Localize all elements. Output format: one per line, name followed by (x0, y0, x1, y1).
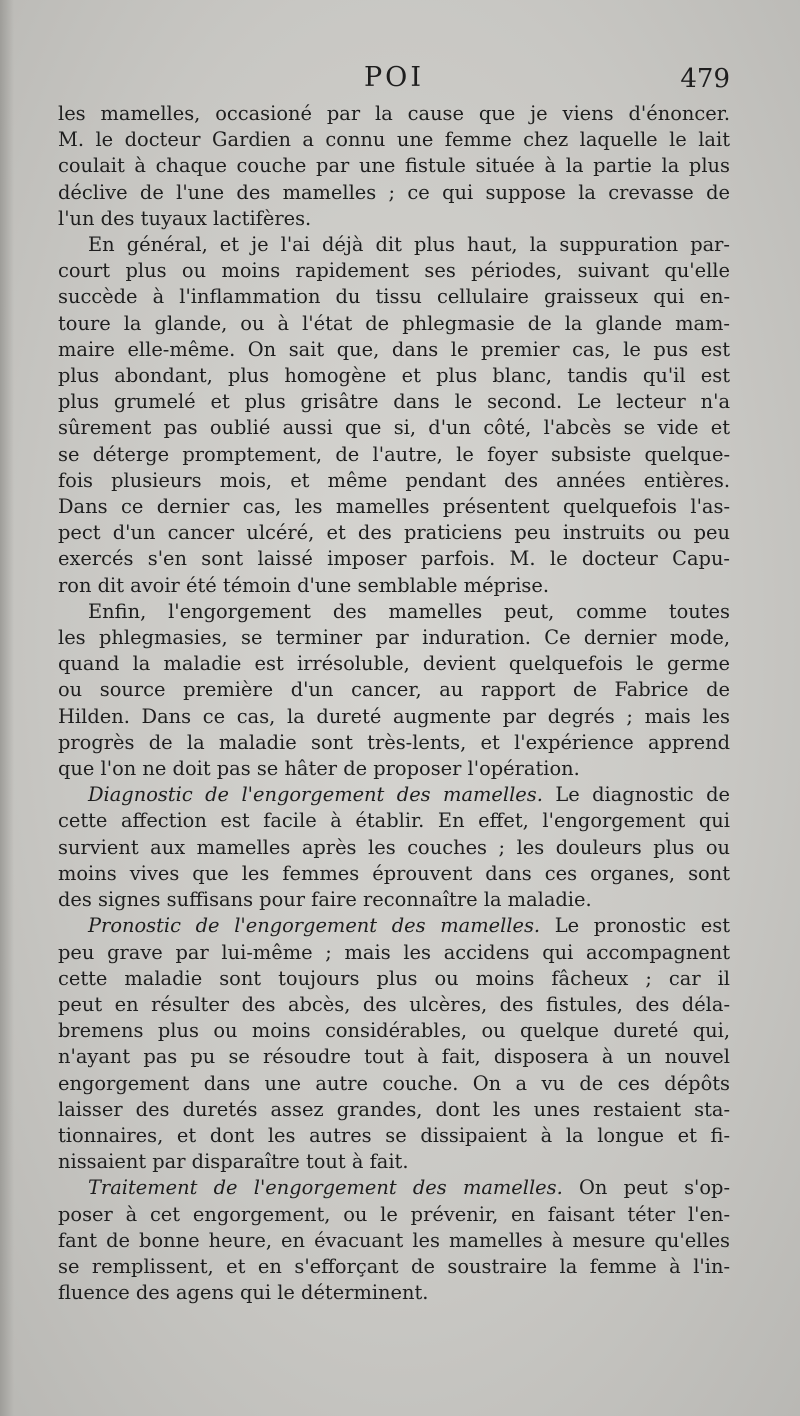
text-line: quand la maladie est irrésoluble, devient quelquefois le germe (58, 652, 730, 676)
text-line: poser à cet engorgement, ou le prévenir, en faisant téter l'en- (58, 1202, 730, 1226)
text-line: survient aux mamelles après les couches ; les douleurs plus ou (58, 835, 730, 859)
text-line: laisser des duretés assez grandes, dont les unes restaient sta- (58, 1097, 730, 1121)
text-line: succède à l'inflammation du tissu cellulaire graisseux qui en- (58, 285, 730, 309)
text-line: coulait à chaque couche par une fistule située à la partie la plus (58, 154, 730, 178)
text-line: l'un des tuyaux lactifères. (58, 206, 312, 230)
text-line: se déterge promptement, de l'autre, le foyer subsiste quelque- (58, 442, 730, 466)
page-header (58, 62, 730, 102)
body-text (58, 101, 730, 1306)
text-line: engorgement dans une autre couche. On a vu de ces dépôts (58, 1071, 730, 1095)
text-line: plus grumelé et plus grisâtre dans le second. Le lecteur n'a (58, 390, 730, 414)
text-line: bremens plus ou moins considérables, ou quelque dureté qui, (58, 1019, 730, 1043)
text-line: exercés s'en sont laissé imposer parfois. M. le docteur Capu- (58, 547, 730, 571)
text-line: court plus ou moins rapidement ses périodes, suivant qu'elle (58, 259, 730, 283)
text-line: progrès de la maladie sont très-lents, et l'expérience apprend (58, 730, 730, 754)
text-line: Enfin, l'engorgement des mamelles peut, comme toutes (88, 599, 730, 623)
text-line: ou source première d'un cancer, au rapport de Fabrice de (58, 678, 730, 702)
text-line: des signes suffisans pour faire reconnaître la maladie. (58, 888, 592, 912)
text-line: Hilden. Dans ce cas, la dureté augmente par degrés ; mais les (58, 704, 730, 728)
text-line: fluence des agens qui le déterminent. (58, 1281, 429, 1305)
text-line: maire elle-même. On sait que, dans le premier cas, le pus est (58, 337, 730, 361)
text-line: Dans ce dernier cas, les mamelles présentent quelquefois l'as- (58, 495, 730, 519)
page-edge-shadow (0, 0, 14, 1416)
text-line: plus abondant, plus homogène et plus blanc, tandis qu'il est (58, 364, 730, 388)
text-line: pect d'un cancer ulcéré, et des praticiens peu instruits ou peu (58, 521, 730, 545)
text-line: fois plusieurs mois, et même pendant des années entières. (58, 468, 730, 492)
text-line: déclive de l'une des mamelles ; ce qui suppose la crevasse de (58, 180, 730, 204)
section-heading-pronostic: Pronostic de l'engorgement des mamelles. (88, 914, 541, 938)
text-line: les mamelles, occasioné par la cause que je viens d'énoncer. (58, 102, 730, 125)
page-number: 479 (680, 64, 730, 94)
section-heading-traitement: Traitement de l'engorgement des mamelles. (88, 1176, 563, 1200)
text-line: n'ayant pas pu se résoudre tout à fait, disposera à un nouvel (58, 1045, 730, 1069)
section-heading-diagnostic: Diagnostic de l'engorgement des mamelles. (88, 783, 543, 807)
text-line: peut en résulter des abcès, des ulcères, des fistules, des déla- (58, 992, 730, 1016)
text-line: les phlegmasies, se terminer par induration. Ce dernier mode, (58, 626, 730, 650)
text-line: fant de bonne heure, en évacuant les mamelles à mesure qu'elles (58, 1228, 730, 1252)
text-line: cette affection est facile à établir. En effet, l'engorgement qui (58, 809, 730, 833)
text-line: sûrement pas oublié aussi que si, d'un côté, l'abcès se vide et (58, 416, 730, 440)
text-line: peu grave par lui-même ; mais les accidens qui accompagnent (58, 940, 730, 964)
text-line: ron dit avoir été témoin d'une semblable méprise. (58, 573, 550, 597)
text-line: moins vives que les femmes éprouvent dans ces organes, sont (58, 861, 730, 885)
text-line: En général, et je l'ai déjà dit plus haut, la suppuration par- (88, 233, 730, 257)
section-heading-line: Diagnostic de l'engorgement des mamelles. Le diagnostic de (88, 783, 730, 807)
text-line: tionnaires, et dont les autres se dissipaient à la longue et fi- (58, 1123, 730, 1147)
text-line: M. le docteur Gardien a connu une femme chez laquelle le lait (58, 128, 730, 152)
text-line: se remplissent, et en s'efforçant de soustraire la femme à l'in- (58, 1254, 730, 1278)
section-heading-line: Pronostic de l'engorgement des mamelles. Le pronostic est (88, 914, 730, 938)
text-line: cette maladie sont toujours plus ou moins fâcheux ; car il (58, 966, 730, 990)
running-head: POI (364, 62, 424, 93)
text-line: que l'on ne doit pas se hâter de proposer l'opération. (58, 757, 580, 781)
section-heading-line: Traitement de l'engorgement des mamelles. On peut s'op- (88, 1176, 730, 1200)
text-line: toure la glande, ou à l'état de phlegmasie de la glande mam- (58, 311, 730, 335)
text-line: nissaient par disparaître tout à fait. (58, 1150, 409, 1174)
